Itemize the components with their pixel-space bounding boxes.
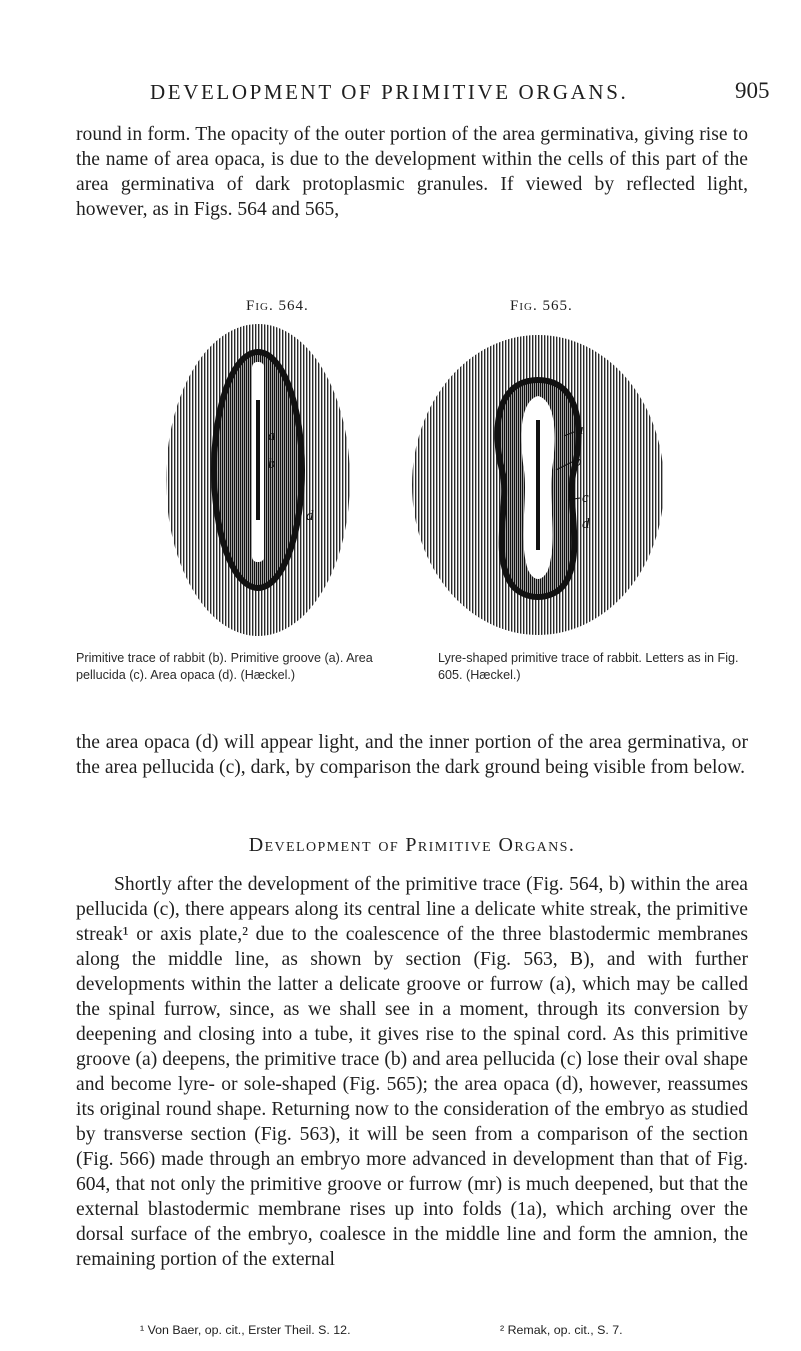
figure-565-letter-d: d: [582, 516, 590, 532]
footnote-1: ¹ Von Baer, op. cit., Erster Theil. S. 12.: [140, 1323, 351, 1337]
paragraph-3: Shortly after the development of the primitive trace (Fig. 564, b) within the area pellucida (c), there appears along its central line a delicate white streak, the primitive streak¹ or axis plate,² due to the coalescence of the three blastodermic membranes along the middle line, as shown by section (Fig. 563, B), and with further developments within the latter a delicate groove or furrow (a), which may be called the spinal furrow, since, as we shall see in a moment, through its conversion by deepening and closing into a tube, it gives rise to the spinal cord. As this primitive groove (a) deepens, the primitive trace (b) and area pellucida (c) lose their oval shape and become lyre- or sole-shaped (Fig. 565); the area opaca (d), however, reassumes its original round shape. Returning now to the consideration of the embryo as studied by transverse section (Fig. 563), it will be seen from a comparison of the section (Fig. 566) made through an embryo more advanced in development than that of Fig. 604, that not only the primitive groove or furrow (mr) is much deepened, but that the external blastodermic membrane rises up into folds (1a), which arching over the dorsal surface of the embryo, coalesce in the middle line and form the amnion, the remaining portion of the external: [76, 874, 748, 1270]
primitive-groove-shape: [536, 420, 540, 550]
running-head: DEVELOPMENT OF PRIMITIVE ORGANS.: [150, 80, 629, 104]
figure-564-caption: Primitive trace of rabbit (b). Primitive groove (a). Area pellucida (c). Area opaca (d). (Hæckel.): [76, 651, 373, 682]
figure-564-letter-d: d: [306, 508, 314, 524]
paragraph-2: the area opaca (d) will appear light, and the inner portion of the area germinativa, or the area pellucida (c), dark, by comparison the dark ground being visible from below.: [76, 732, 748, 778]
section-heading: Development of Primitive Organs.: [248, 834, 576, 856]
figure-565-letter-a: a: [576, 422, 584, 438]
figure-564-letter-a: a: [268, 428, 276, 444]
figure-564-title: Fig. 564.: [246, 298, 309, 314]
figure-565-letter-c: c: [582, 490, 589, 506]
page-number: 905: [735, 78, 770, 103]
figure-565-letter-b: b: [574, 454, 582, 470]
footnote-2: ² Remak, op. cit., S. 7.: [500, 1323, 623, 1337]
figure-564-illustration: [138, 320, 378, 642]
paragraph-1: round in form. The opacity of the outer portion of the area germinativa, giving rise to the name of area opaca, is due to the development within the cells of this part of the area germinativa of dark protoplasmic granules. If viewed by reflected light, however, as in Figs. 564 and 565,: [76, 124, 748, 220]
primitive-groove-shape: [256, 400, 260, 520]
figure-564-letter-b: b: [268, 456, 276, 472]
figure-565-caption: Lyre-shaped primitive trace of rabbit. Letters as in Fig. 605. (Hæckel.): [438, 651, 739, 682]
figure-565-title: Fig. 565.: [510, 298, 573, 314]
figure-565-illustration: [388, 320, 688, 642]
